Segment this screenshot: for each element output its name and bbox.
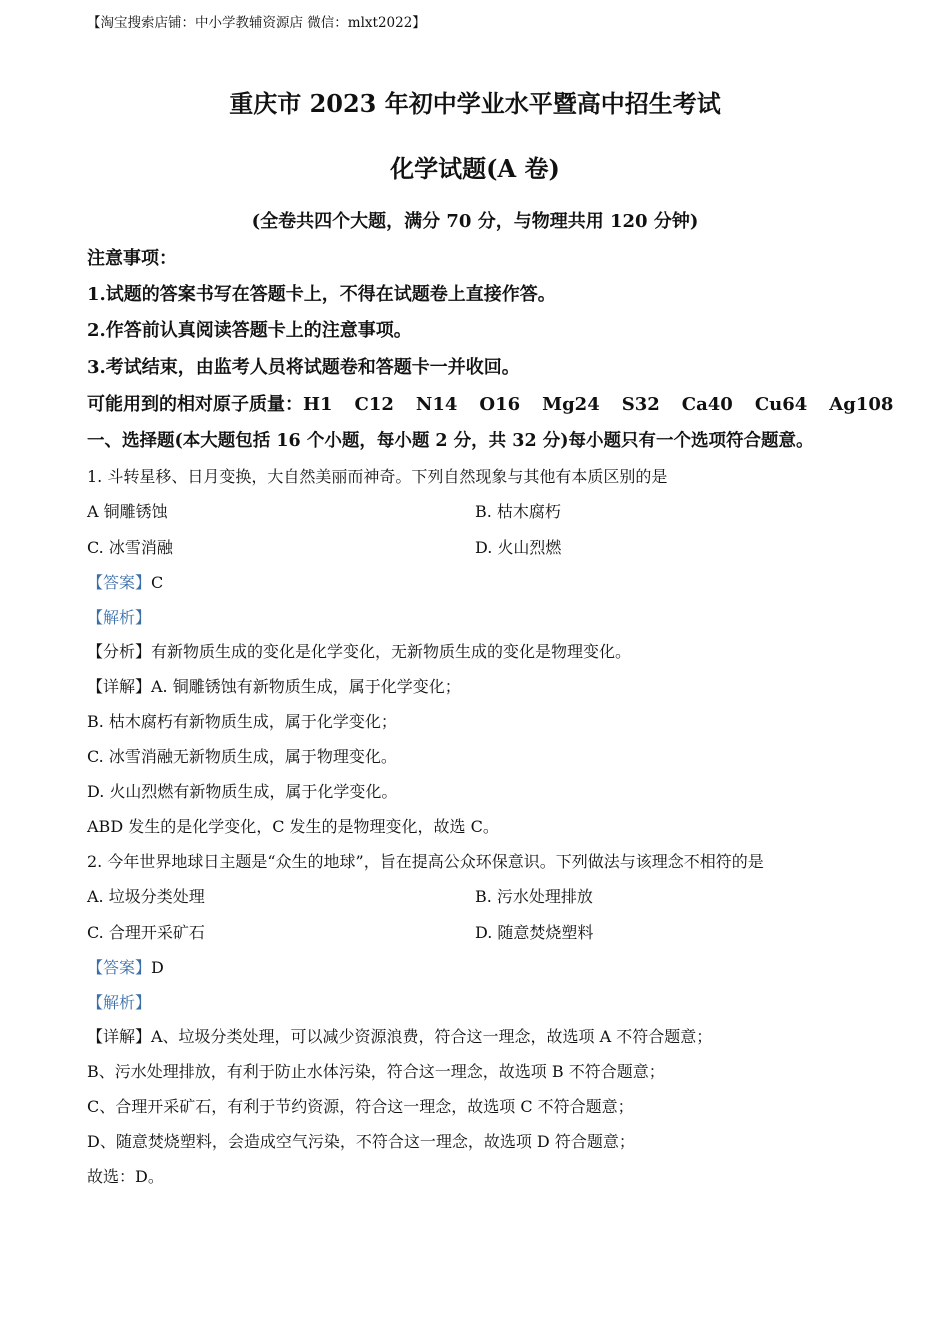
- q2-answer-value: D: [151, 958, 164, 977]
- q1-option-a: A 铜雕锈蚀: [87, 502, 168, 521]
- atomic-mass-item: O16: [479, 394, 521, 415]
- q1-answer-value: C: [151, 573, 164, 592]
- q2-detail-1: 【详解】A、垃圾分类处理，可以减少资源浪费，符合这一理念，故选项 A 不符合题意；: [87, 1027, 713, 1046]
- q2-detail-5: 故选：D。: [87, 1167, 164, 1186]
- atomic-mass-item: Mg24: [542, 394, 600, 415]
- atomic-mass-label: 可能用到的相对原子质量：: [87, 394, 303, 415]
- exam-info: (全卷共四个大题，满分 70 分，与物理共用 120 分钟): [251, 211, 699, 232]
- atomic-mass-item: Ag108: [829, 394, 894, 415]
- q2-stem: 2. 今年世界地球日主题是“众生的地球”，旨在提高公众环保意识。下列做法与该理念不相符的是: [87, 852, 764, 871]
- atomic-mass-item: C12: [354, 394, 394, 415]
- q2-detail-3: C、合理开采矿石，有利于节约资源，符合这一理念，故选项 C 不符合题意；: [87, 1097, 634, 1116]
- atomic-mass-item: S32: [621, 394, 660, 415]
- section1-heading: 一、选择题(本大题包括 16 个小题，每小题 2 分，共 32 分)每小题只有一个选项符合题意。: [87, 431, 814, 451]
- notice-item-1: 1.试题的答案书写在答题卡上，不得在试题卷上直接作答。: [87, 284, 556, 305]
- q1-option-b: B. 枯木腐朽: [475, 502, 561, 521]
- notice-heading: 注意事项：: [87, 248, 177, 269]
- notice-item-3: 3.考试结束，由监考人员将试题卷和答题卡一并收回。: [87, 357, 520, 378]
- q2-answer: [87, 957, 164, 979]
- q1-detail-2: B. 枯木腐朽有新物质生成，属于化学变化；: [87, 712, 397, 731]
- q2-detail-2: B、污水处理排放，有利于防止水体污染，符合这一理念，故选项 B 不符合题意；: [87, 1062, 665, 1081]
- q1-option-c: C. 冰雪消融: [87, 538, 173, 557]
- q1-analysis-tag: 【解析】: [87, 608, 152, 627]
- q2-option-c: C. 合理开采矿石: [87, 923, 205, 942]
- header-note: 【淘宝搜索店铺：中小学教辅资源店 微信：mlxt2022】: [87, 15, 426, 31]
- q2-option-a: A. 垃圾分类处理: [87, 887, 205, 906]
- q1-fenxi: 【分析】有新物质生成的变化是化学变化，无新物质生成的变化是物理变化。: [87, 642, 632, 661]
- q1-detail-5: ABD 发生的是化学变化，C 发生的是物理变化，故选 C。: [87, 817, 499, 836]
- atomic-mass-item: N14: [415, 394, 458, 415]
- atomic-mass-item: Cu64: [754, 394, 808, 415]
- atomic-mass-item: Ca40: [681, 394, 733, 415]
- answer-tag: 【答案】: [87, 573, 152, 592]
- q1-detail-1: 【详解】A. 铜雕锈蚀有新物质生成，属于化学变化；: [87, 677, 461, 696]
- exam-title: 重庆市 2023 年初中学业水平暨高中招生考试: [229, 89, 721, 118]
- q2-detail-4: D、随意焚烧塑料，会造成空气污染，不符合这一理念，故选项 D 符合题意；: [87, 1132, 635, 1151]
- q2-analysis-tag: 【解析】: [87, 993, 152, 1012]
- exam-subtitle: 化学试题(A 卷): [390, 154, 560, 183]
- q1-detail-3: C. 冰雪消融无新物质生成，属于物理变化。: [87, 747, 397, 766]
- atomic-mass-line: [87, 392, 915, 418]
- q1-detail-4: D. 火山烈燃有新物质生成，属于化学变化。: [87, 782, 398, 801]
- q1-answer: [87, 572, 163, 594]
- q2-option-d: D. 随意焚烧塑料: [475, 923, 594, 942]
- q1-option-d: D. 火山烈燃: [475, 538, 562, 557]
- atomic-mass-item: H1: [303, 394, 333, 415]
- q1-stem: 1. 斗转星移、日月变换，大自然美丽而神奇。下列自然现象与其他有本质区别的是: [87, 467, 668, 486]
- notice-item-2: 2.作答前认真阅读答题卡上的注意事项。: [87, 320, 412, 341]
- answer-tag: 【答案】: [87, 958, 152, 977]
- q2-option-b: B. 污水处理排放: [475, 887, 593, 906]
